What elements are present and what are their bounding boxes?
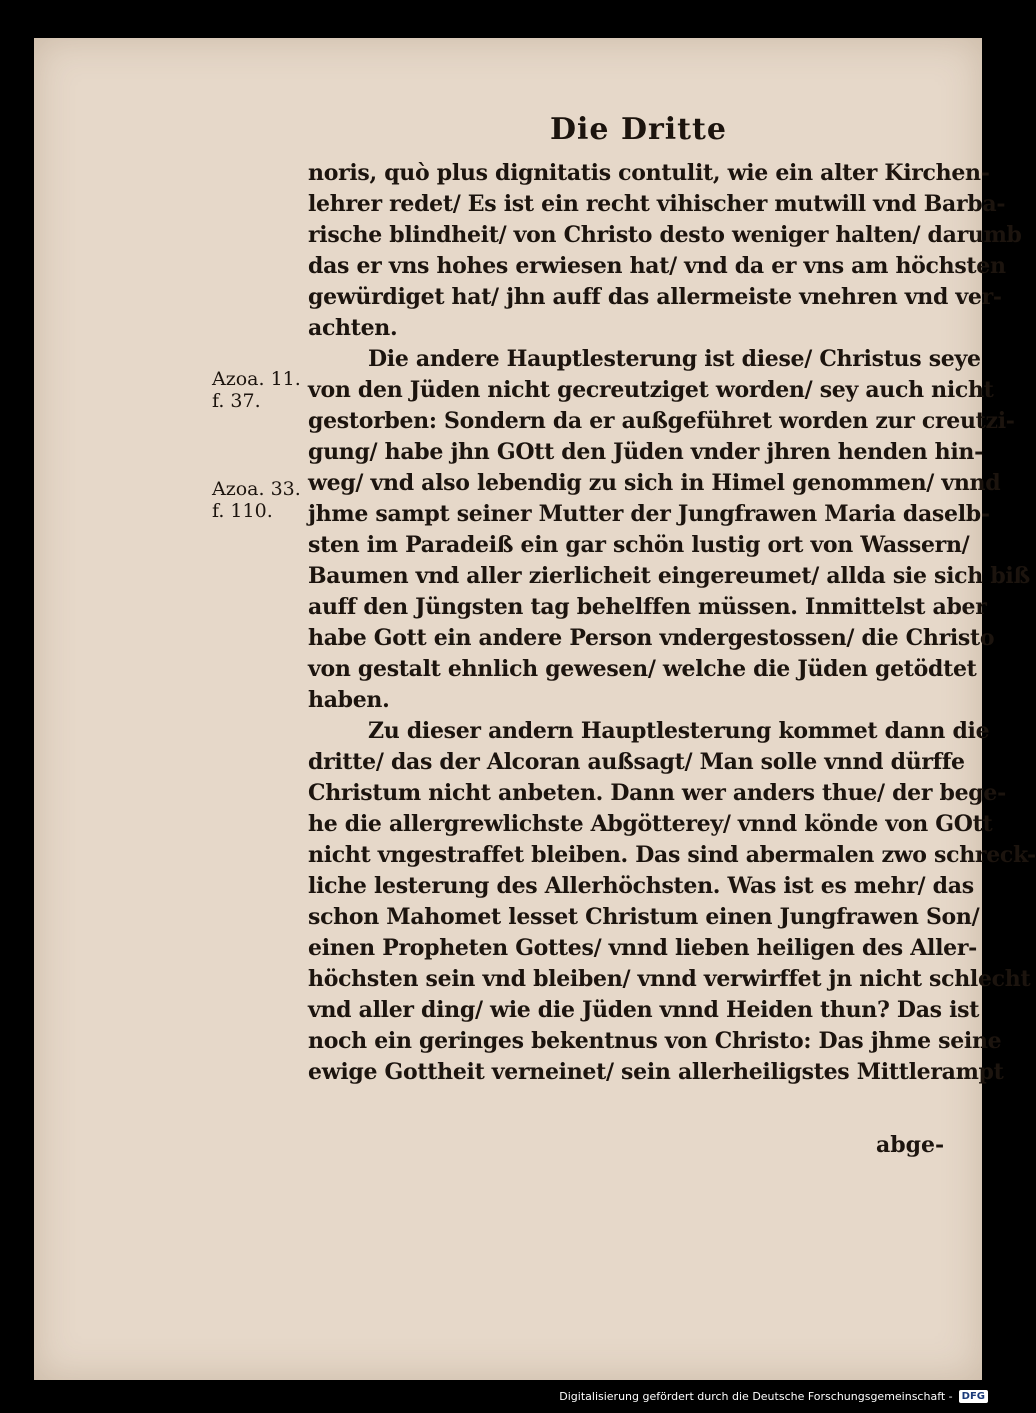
text-line: sten im Paradeiß ein gar schön lustig ort von Wassern/	[308, 532, 970, 558]
margin-note-line: f. 37.	[212, 390, 261, 412]
margin-note	[212, 368, 301, 412]
text-line: vnd aller ding/ wie die Jüden vnnd Heiden thun? Das ist	[308, 997, 980, 1023]
text-line: auff den Jüngsten tag behelffen müssen. Inmittelst aber	[308, 594, 987, 620]
text-line: Die andere Hauptlesterung ist diese/ Christus seye	[368, 346, 981, 372]
dfg-logo-icon: DFG	[959, 1390, 988, 1403]
text-line: nicht vngestraffet bleiben. Das sind abermalen zwo schreck-	[308, 842, 1036, 868]
footer-credit: Digitalisierung gefördert durch die Deutsche Forschungsgemeinschaft -	[559, 1390, 953, 1403]
margin-note-line: Azoa. 33.	[212, 478, 301, 500]
text-line: ewige Gottheit verneinet/ sein allerheiligstes Mittlerampt	[308, 1059, 1004, 1085]
text-line: von den Jüden nicht gecreutziget worden/ sey auch nicht	[308, 377, 994, 403]
text-line: das er vns hohes erwiesen hat/ vnd da er vns am höchsten	[308, 253, 1006, 279]
catchword: abge-	[876, 1132, 945, 1158]
margin-note-line: f. 110.	[212, 500, 273, 522]
text-line: noch ein geringes bekentnus von Christo: Das jhme seine	[308, 1028, 1002, 1054]
text-line: einen Propheten Gottes/ vnnd lieben heiligen des Aller-	[308, 935, 977, 961]
text-line: weg/ vnd also lebendig zu sich in Himel genommen/ vnnd	[308, 470, 1001, 496]
text-line: jhme sampt seiner Mutter der Jungfrawen Maria daselb-	[308, 501, 990, 527]
text-line: rische blindheit/ von Christo desto weniger halten/ darumb	[308, 222, 1022, 248]
text-line: dritte/ das der Alcoran außsagt/ Man solle vnnd dürffe	[308, 749, 965, 775]
text-line: von gestalt ehnlich gewesen/ welche die Jüden getödtet	[308, 656, 977, 682]
text-line: noris, quò plus dignitatis contulit, wie ein alter Kirchen-	[308, 160, 990, 186]
body-text	[308, 158, 1036, 1088]
text-line: gewürdiget hat/ jhn auff das allermeiste vnehren vnd ver-	[308, 284, 1002, 310]
text-line: he die allergrewlichste Abgötterey/ vnnd könde von GOtt	[308, 811, 993, 837]
footer-bar	[0, 1380, 1000, 1413]
text-line: gestorben: Sondern da er außgeführet worden zur creutzi-	[308, 408, 1015, 434]
text-line: schon Mahomet lesset Christum einen Jungfrawen Son/	[308, 904, 980, 930]
text-line: Zu dieser andern Hauptlesterung kommet dann die	[368, 718, 990, 744]
text-line: gung/ habe jhn GOtt den Jüden vnder jhren henden hin-	[308, 439, 983, 465]
margin-note	[212, 478, 301, 522]
text-line: Christum nicht anbeten. Dann wer anders thue/ der bege-	[308, 780, 1006, 806]
text-line: Baumen vnd aller zierlicheit eingereumet/ allda sie sich biß	[308, 563, 1030, 589]
running-head: Die Dritte	[550, 112, 727, 147]
text-line: haben.	[308, 687, 390, 713]
text-line: höchsten sein vnd bleiben/ vnnd verwirffet jn nicht schlecht	[308, 966, 1031, 992]
text-line: achten.	[308, 315, 398, 341]
text-line: lehrer redet/ Es ist ein recht vihischer mutwill vnd Barba-	[308, 191, 1006, 217]
text-line: liche lesterung des Allerhöchsten. Was ist es mehr/ das	[308, 873, 974, 899]
text-line: habe Gott ein andere Person vndergestossen/ die Christo	[308, 625, 995, 651]
margin-note-line: Azoa. 11.	[212, 368, 301, 390]
